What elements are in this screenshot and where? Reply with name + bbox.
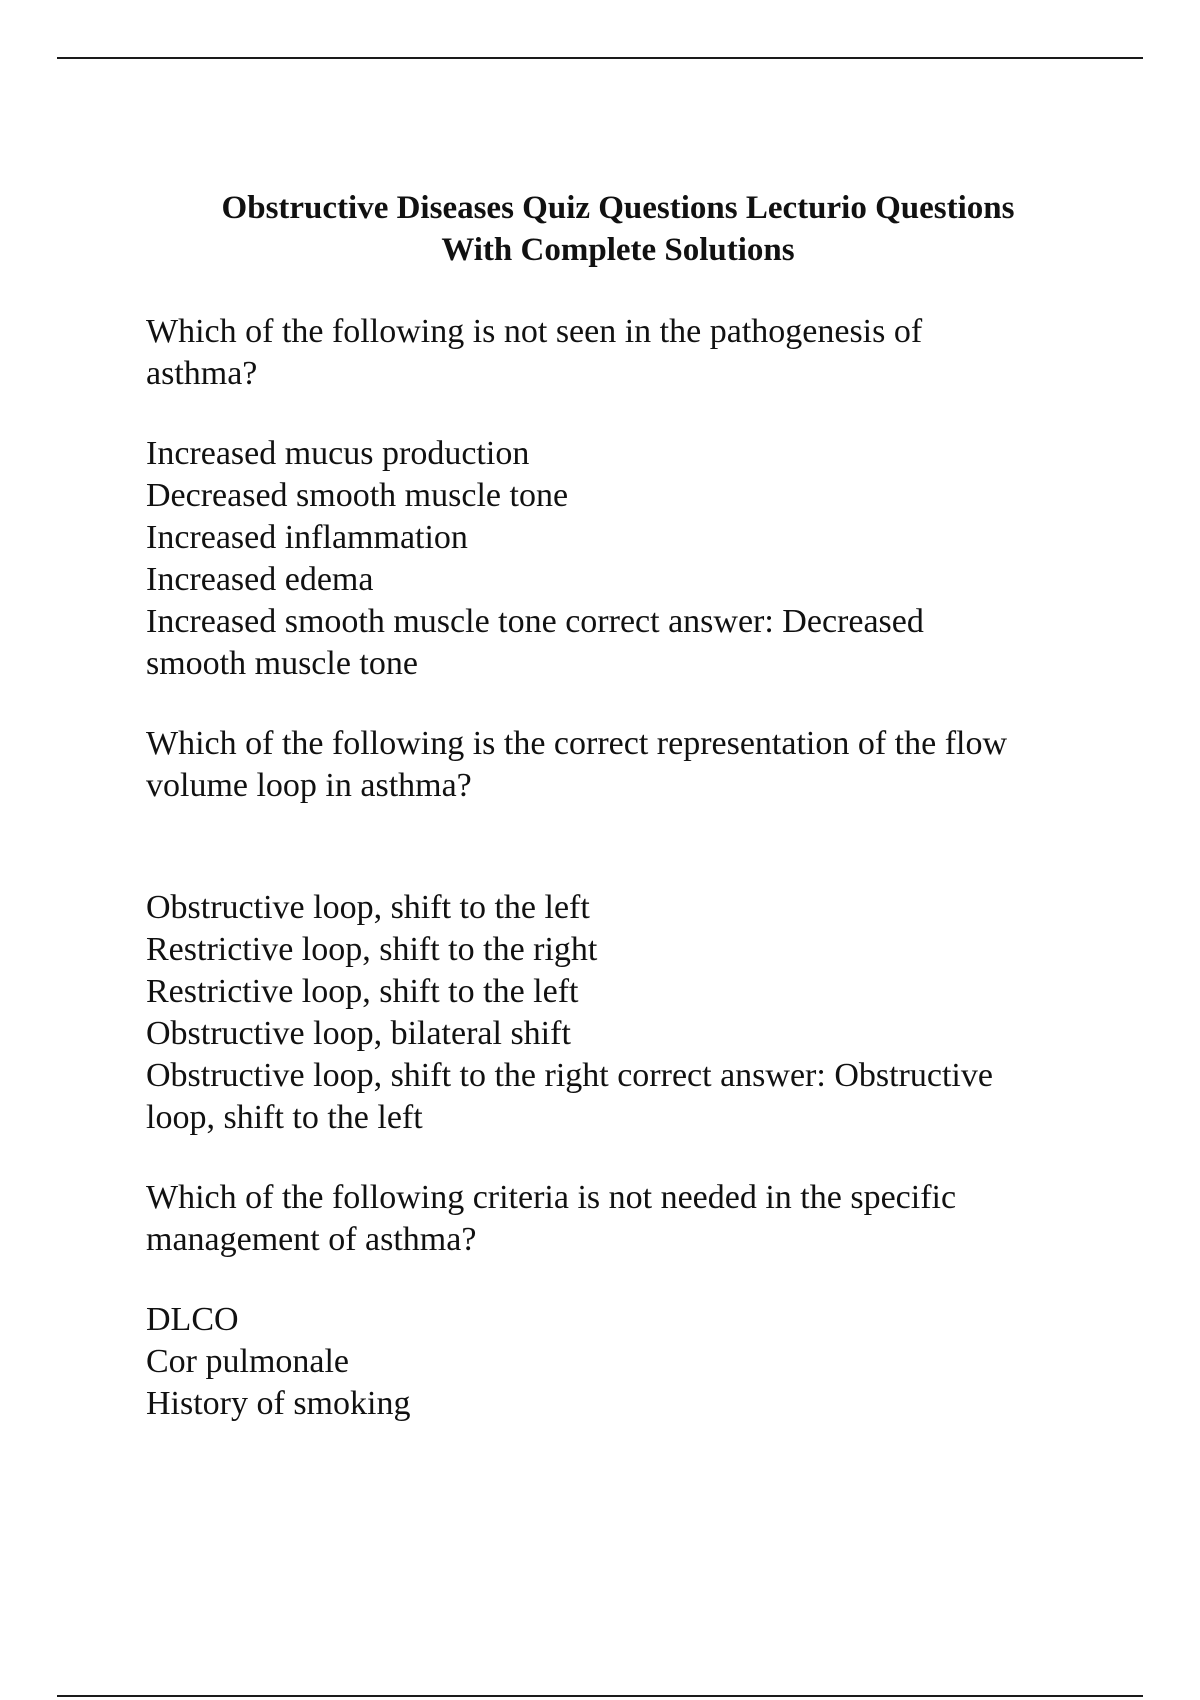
question-1-prompt-line-2: asthma? xyxy=(146,355,258,392)
question-1-answer-continued: smooth muscle tone xyxy=(146,645,418,682)
question-3-prompt-line-1: Which of the following criteria is not needed in the specific xyxy=(146,1179,957,1216)
question-1-option-with-answer: Increased smooth muscle tone correct answer: Decreased xyxy=(146,603,924,640)
question-1 xyxy=(146,311,1086,685)
question-3-option: DLCO xyxy=(146,1301,239,1338)
question-3-prompt-line-2: management of asthma? xyxy=(146,1221,477,1258)
question-2-prompt-line-2: volume loop in asthma? xyxy=(146,767,472,804)
question-1-option: Increased edema xyxy=(146,561,374,598)
question-1-prompt-line-1: Which of the following is not seen in the pathogenesis of xyxy=(146,313,923,350)
document-body xyxy=(146,311,1086,1425)
question-2-option: Obstructive loop, bilateral shift xyxy=(146,1015,571,1052)
question-3-option: Cor pulmonale xyxy=(146,1343,350,1380)
document-title xyxy=(140,187,1096,271)
question-3 xyxy=(146,1177,1086,1425)
question-3-option: History of smoking xyxy=(146,1385,411,1422)
question-2-option: Obstructive loop, shift to the left xyxy=(146,889,590,926)
question-2-answer-continued: loop, shift to the left xyxy=(146,1099,423,1136)
question-2-option: Restrictive loop, shift to the left xyxy=(146,973,579,1010)
question-1-option: Decreased smooth muscle tone xyxy=(146,477,569,514)
top-rule xyxy=(57,57,1143,59)
question-2 xyxy=(146,723,1086,1139)
question-1-option: Increased mucus production xyxy=(146,435,530,472)
question-2-option: Restrictive loop, shift to the right xyxy=(146,931,598,968)
question-1-option: Increased inflammation xyxy=(146,519,468,556)
bottom-rule xyxy=(57,1695,1143,1697)
title-line-2: With Complete Solutions xyxy=(441,232,795,268)
question-2-option-with-answer: Obstructive loop, shift to the right correct answer: Obstructive xyxy=(146,1057,993,1094)
title-line-1: Obstructive Diseases Quiz Questions Lecturio Questions xyxy=(221,190,1015,226)
question-2-prompt-line-1: Which of the following is the correct representation of the flow xyxy=(146,725,1008,762)
